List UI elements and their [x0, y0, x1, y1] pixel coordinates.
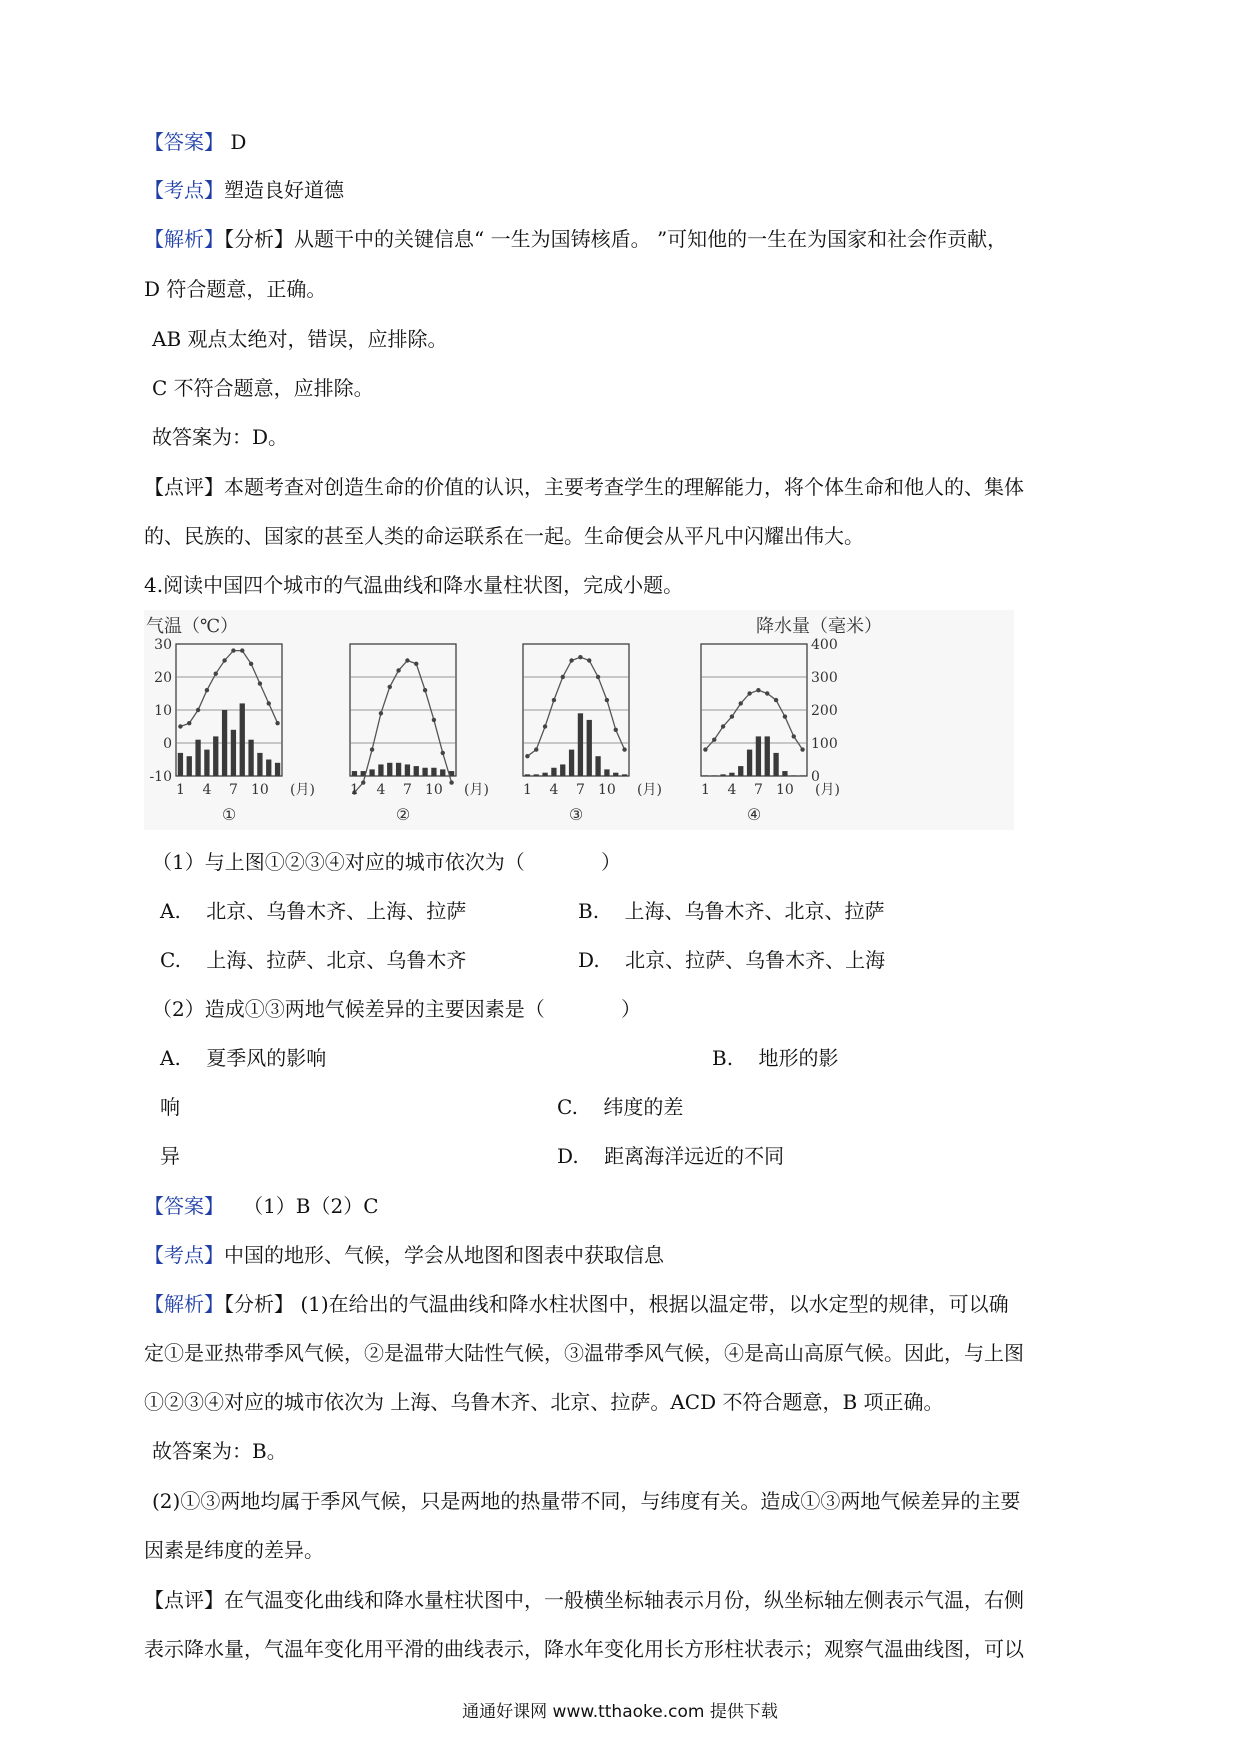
- temp-point: [249, 662, 253, 666]
- precip-bar: [622, 774, 627, 776]
- temp-point: [525, 754, 529, 758]
- q4-stem: 4.阅读中国四个城市的气温曲线和降水量柱状图，完成小题。: [144, 573, 684, 597]
- temp-point: [569, 658, 573, 662]
- precip-bar: [569, 750, 574, 776]
- temp-point: [534, 747, 538, 751]
- climate-charts-svg: [144, 610, 1014, 830]
- month-tick-label: 1: [349, 782, 359, 798]
- temp-point: [222, 658, 226, 662]
- q3-answer: [144, 128, 246, 156]
- temp-line: [527, 657, 624, 756]
- answer-text: D: [224, 130, 247, 154]
- temp-point: [552, 698, 556, 702]
- month-tick-label: 10: [598, 782, 616, 798]
- point-text: 中国的地形、气候，学会从地图和图表中获取信息: [224, 1243, 664, 1267]
- precip-bar: [414, 766, 419, 776]
- temp-point: [396, 668, 400, 672]
- month-unit-label: (月): [637, 782, 662, 798]
- month-tick-label: 4: [376, 782, 386, 798]
- precip-bar: [231, 730, 236, 776]
- q4-sub2-option-b: B. 地形的影: [712, 1046, 839, 1070]
- month-tick-label: 7: [402, 782, 412, 798]
- temp-point: [756, 688, 760, 692]
- precip-bar: [595, 756, 600, 776]
- precip-tick-label: 400: [811, 637, 838, 653]
- chart-panel-label: ①: [221, 805, 237, 824]
- precip-bar: [195, 740, 200, 776]
- q4-answer: [144, 1192, 379, 1220]
- q3-comment-2: 的、民族的、国家的甚至人类的命运联系在一起。生命便会从平凡中闪耀出伟大。: [144, 524, 864, 548]
- q4-sub1-stem: （1）与上图①②③④对应的城市依次为（ ）: [152, 850, 622, 874]
- temp-point: [405, 658, 409, 662]
- temp-point: [721, 724, 725, 728]
- temp-point: [543, 724, 547, 728]
- temp-point: [267, 701, 271, 705]
- precip-bar: [275, 763, 280, 776]
- precip-bar: [405, 764, 410, 776]
- temp-point: [792, 734, 796, 738]
- month-tick-label: 7: [575, 782, 585, 798]
- precip-bar: [604, 769, 609, 776]
- temp-point: [414, 662, 418, 666]
- point-text: 塑造良好道德: [224, 178, 344, 202]
- temp-point: [774, 698, 778, 702]
- precip-bar: [387, 763, 392, 776]
- temp-point: [205, 688, 209, 692]
- temp-tick-label: -10: [149, 769, 172, 785]
- q4-analysis-3: ①②③④对应的城市依次为 上海、乌鲁木齐、北京、拉萨。ACD 不符合题意，B 项正确。: [144, 1390, 944, 1414]
- month-tick-label: 10: [251, 782, 269, 798]
- q4-sub1-option-a: A. 北京、乌鲁木齐、上海、拉萨: [160, 899, 467, 923]
- precip-bar: [738, 766, 743, 776]
- precip-bar: [791, 775, 796, 776]
- precip-bar: [773, 753, 778, 776]
- precip-bar: [765, 736, 770, 776]
- precip-bar: [729, 773, 734, 776]
- answer-tag: 【答案】: [144, 1194, 224, 1218]
- temp-point: [622, 747, 626, 751]
- answer-text: （1）B（2）C: [224, 1194, 379, 1218]
- temp-point: [432, 718, 436, 722]
- temp-tick-label: 10: [154, 703, 172, 719]
- q3-analysis-1: [144, 225, 1007, 253]
- temp-point: [370, 747, 374, 751]
- month-tick-label: 7: [753, 782, 763, 798]
- precip-bar: [422, 768, 427, 776]
- temp-line: [354, 661, 451, 793]
- precip-tick-label: 300: [811, 670, 838, 686]
- month-tick-label: 1: [700, 782, 710, 798]
- q3-comment-1: 【点评】本题考查对创造生命的价值的认识，主要考查学生的理解能力，将个体生命和他人的、集体: [144, 475, 1024, 499]
- precip-bar: [440, 769, 445, 776]
- temp-point: [231, 648, 235, 652]
- temp-point: [449, 780, 453, 784]
- chart-panel-label: ②: [395, 805, 411, 824]
- month-tick-label: 4: [727, 782, 737, 798]
- point-tag: 【考点】: [144, 178, 224, 202]
- temp-point: [561, 675, 565, 679]
- analysis-text: 【分析】 (1)在给出的气温曲线和降水柱状图中，根据以温定带，以水定型的规律，可以确: [224, 1292, 1009, 1316]
- chart-panel-label: ③: [568, 805, 584, 824]
- temp-point: [747, 691, 751, 695]
- precip-bar: [378, 764, 383, 776]
- month-tick-label: 1: [175, 782, 185, 798]
- precip-bar: [756, 736, 761, 776]
- q4-point: [144, 1241, 664, 1269]
- temp-point: [596, 675, 600, 679]
- precip-axis-title: 降水量（毫米）: [756, 616, 882, 637]
- precip-bar: [578, 713, 583, 776]
- precip-bar: [551, 768, 556, 776]
- temp-point: [258, 681, 262, 685]
- temp-point: [275, 721, 279, 725]
- temp-point: [240, 648, 244, 652]
- answer-tag: 【答案】: [144, 130, 224, 154]
- temp-point: [196, 708, 200, 712]
- q4-comment-1: 【点评】在气温变化曲线和降水量柱状图中，一般横坐标轴表示月份，纵坐标轴左侧表示气温，右侧: [144, 1588, 1024, 1612]
- temp-point: [578, 655, 582, 659]
- precip-bar: [800, 775, 805, 776]
- precip-bar: [396, 763, 401, 776]
- precip-bar: [703, 775, 708, 776]
- q4-sub2-option-d: D. 距离海洋远近的不同: [557, 1144, 785, 1168]
- month-tick-label: 4: [202, 782, 212, 798]
- temp-point: [765, 691, 769, 695]
- q4-sub2-option-c-cont: 异: [160, 1144, 180, 1168]
- month-unit-label: (月): [290, 782, 315, 798]
- q4-sub2-option-c: C. 纬度的差: [557, 1095, 684, 1119]
- precip-bar: [525, 774, 530, 776]
- month-tick-label: 7: [228, 782, 238, 798]
- temp-point: [379, 711, 383, 715]
- temp-line: [180, 651, 277, 727]
- precip-bar: [587, 720, 592, 776]
- precip-bar: [178, 753, 183, 776]
- analysis-tag: 【解析】: [144, 1292, 224, 1316]
- precip-bar: [187, 756, 192, 776]
- q4-comment-2: 表示降水量，气温年变化用平滑的曲线表示，降水年变化用长方形柱状表示；观察气温曲线图，可以: [144, 1637, 1024, 1661]
- q4-analysis-1: [144, 1290, 1009, 1318]
- temp-tick-label: 0: [163, 736, 172, 752]
- month-tick-label: 10: [425, 782, 443, 798]
- q4-sub1-option-c: C. 上海、拉萨、北京、乌鲁木齐: [160, 948, 467, 972]
- temp-point: [361, 780, 365, 784]
- precip-bar: [782, 771, 787, 776]
- temp-axis-title: 气温（℃）: [146, 616, 239, 637]
- temp-tick-label: 20: [154, 670, 172, 686]
- temp-line: [705, 690, 802, 749]
- q4-sub2-stem: （2）造成①③两地气候差异的主要因素是（ ）: [152, 997, 642, 1021]
- precip-tick-label: 100: [811, 736, 838, 752]
- page-footer: 通通好课网 www.tthaoke.com 提供下载: [462, 1702, 778, 1722]
- q4-analysis-5: (2)①③两地均属于季风气候，只是两地的热量带不同，与纬度有关。造成①③两地气候差异的主要: [152, 1489, 1021, 1513]
- q3-analysis-4: C 不符合题意，应排除。: [152, 376, 374, 400]
- precip-tick-label: 200: [811, 703, 838, 719]
- temp-point: [214, 672, 218, 676]
- point-tag: 【考点】: [144, 1243, 224, 1267]
- precip-bar: [431, 768, 436, 776]
- precip-bar: [352, 771, 357, 776]
- precip-bar: [222, 710, 227, 776]
- q4-sub1-option-b: B. 上海、乌鲁木齐、北京、拉萨: [578, 899, 885, 923]
- precip-bar: [747, 750, 752, 776]
- temp-point: [178, 724, 182, 728]
- temp-point: [730, 714, 734, 718]
- analysis-tag: 【解析】: [144, 227, 224, 251]
- precip-bar: [248, 740, 253, 776]
- temp-point: [614, 728, 618, 732]
- q4-sub2-option-b-cont: 响: [160, 1095, 180, 1119]
- precip-bar: [613, 773, 618, 776]
- q4-analysis-4: 故答案为：B。: [152, 1439, 287, 1463]
- precip-bar: [240, 703, 245, 776]
- month-tick-label: 10: [776, 782, 794, 798]
- month-unit-label: (月): [815, 782, 840, 798]
- temp-point: [441, 751, 445, 755]
- temp-tick-label: 30: [154, 637, 172, 653]
- temp-point: [605, 698, 609, 702]
- precip-bar: [560, 764, 565, 776]
- precip-bar: [720, 774, 725, 776]
- temp-point: [703, 747, 707, 751]
- precip-bar: [266, 760, 271, 777]
- q4-analysis-2: 定①是亚热带季风气候，②是温带大陆性气候，③温带季风气候，④是高山高原气候。因此，与上图: [144, 1341, 1024, 1365]
- temp-point: [783, 714, 787, 718]
- q3-point: [144, 176, 344, 204]
- temp-point: [388, 685, 392, 689]
- precip-bar: [542, 773, 547, 776]
- month-unit-label: (月): [464, 782, 489, 798]
- temp-point: [587, 658, 591, 662]
- temp-point: [712, 738, 716, 742]
- temp-point: [423, 688, 427, 692]
- temp-point: [739, 701, 743, 705]
- q3-analysis-5: 故答案为：D。: [152, 425, 289, 449]
- precip-tick-label: 0: [811, 769, 820, 785]
- chart-panel-label: ④: [746, 805, 762, 824]
- q4-sub1-option-d: D. 北京、拉萨、乌鲁木齐、上海: [578, 948, 886, 972]
- q4-sub2-option-a: A. 夏季风的影响: [160, 1046, 327, 1070]
- q4-analysis-6: 因素是纬度的差异。: [144, 1538, 324, 1562]
- q3-analysis-3: AB 观点太绝对，错误，应排除。: [152, 327, 448, 351]
- q3-analysis-2: D 符合题意，正确。: [144, 277, 327, 301]
- precip-bar: [213, 736, 218, 776]
- precip-bar: [257, 753, 262, 776]
- climate-chart-figure: [144, 610, 1014, 830]
- month-tick-label: 4: [549, 782, 559, 798]
- temp-point: [187, 721, 191, 725]
- precip-bar: [369, 769, 374, 776]
- precip-bar: [534, 774, 539, 776]
- precip-bar: [204, 750, 209, 776]
- month-tick-label: 1: [522, 782, 532, 798]
- precip-bar: [712, 775, 717, 776]
- analysis-text: 【分析】从题干中的关键信息“ 一生为国铸核盾。 ”可知他的一生在为国家和社会作贡献，: [224, 227, 1008, 251]
- temp-point: [800, 747, 804, 751]
